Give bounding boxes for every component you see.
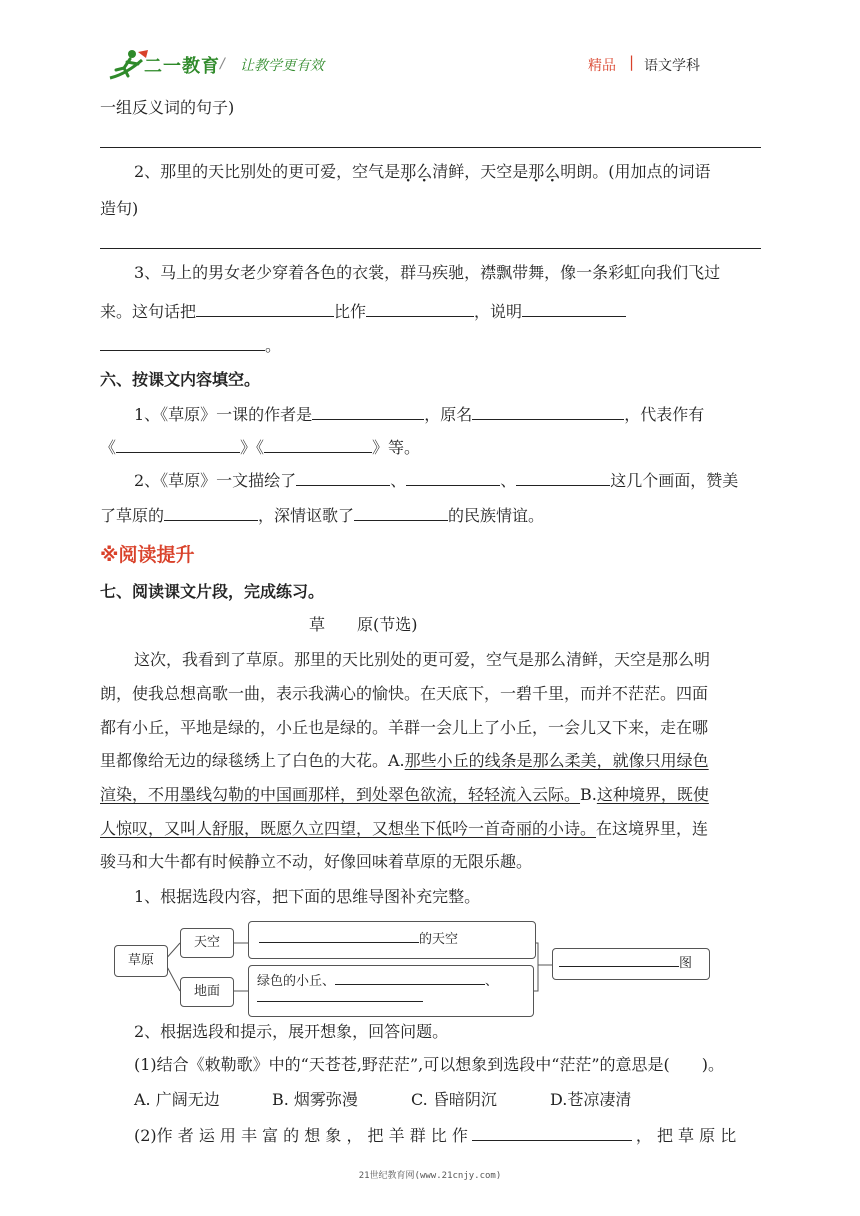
brand-slogan: 让教学更有效: [240, 58, 324, 74]
passage-title: 草 原(节选): [309, 615, 418, 634]
fill-blank[interactable]: [116, 436, 240, 453]
fill-blank[interactable]: [196, 300, 334, 317]
passage-line: 朗，使我总想高歌一曲，表示我满心的愉快。在天底下，一碧千里，而并不茫茫。四面: [100, 684, 709, 703]
passage-line: 渲染，不用墨线勾勒的中国画那样，到处翠色欲流，轻轻流入云际。B.这种境界，既使: [100, 785, 709, 804]
subject-label: 语文学科: [644, 58, 700, 74]
mindmap-node-sky: 天空: [180, 928, 234, 958]
passage-line: 都有小丘，平地是绿的，小丘也是绿的。羊群一会儿上了小丘，一会儿又下来，走在哪: [100, 718, 709, 737]
passage-line: 里都像给无边的绿毯绣上了白色的大花。A.那些小丘的线条是那么柔美，就像只用绿色: [100, 751, 709, 770]
fill-blank[interactable]: [516, 469, 610, 486]
mindmap-result-box: 图: [552, 948, 710, 980]
passage-line: 人惊叹，又叫人舒服，既愿久立四望，又想坐下低吟一首奇丽的小诗。在这境界里，连: [100, 819, 709, 838]
fill-blank[interactable]: [472, 403, 624, 420]
mindmap-ground-box: 绿色的小丘、 、: [248, 965, 534, 1017]
option-b[interactable]: B. 烟雾弥漫: [272, 1090, 358, 1109]
quality-label: 精品: [588, 58, 616, 74]
fill-blank[interactable]: [257, 991, 423, 1002]
fill-blank[interactable]: [264, 436, 372, 453]
mindmap-node-ground: 地面: [180, 977, 234, 1007]
s6-q1-line2: 《 》《 》等。: [100, 438, 421, 457]
fill-blank[interactable]: [296, 469, 390, 486]
option-a[interactable]: A. 广阔无边: [134, 1090, 220, 1109]
s7-q1: 1、根据选段内容，把下面的思维导图补充完整。: [134, 887, 481, 906]
fill-blank[interactable]: [406, 469, 500, 486]
header-divider: |: [629, 53, 635, 71]
mindmap-sky-box: 的天空: [248, 921, 536, 959]
fill-blank[interactable]: [100, 334, 265, 351]
option-d[interactable]: D.苍凉凄清: [550, 1090, 632, 1109]
s6-q2-line2: 了草原的 ，深情讴歌了 的民族情谊。: [100, 506, 545, 525]
s7-title: 七、阅读课文片段，完成练习。: [100, 582, 325, 601]
answer-line: [100, 147, 761, 148]
s7-q2-2: (2)作 者 运 用 丰 富 的 想 象 ， 把 羊 群 比 作 ， 把 草 原 比: [134, 1126, 737, 1145]
s6-q1-line1: 1、《草原》一课的作者是 ，原名 ，代表作有: [134, 405, 705, 424]
s5-q3-line3: 。: [100, 334, 281, 356]
underlined-sentence-b: 这种境界，既使: [596, 785, 709, 804]
answer-line: [100, 248, 761, 249]
header-slash: /: [220, 56, 225, 72]
fill-blank[interactable]: [366, 300, 474, 317]
brand-name: 二一教育: [144, 56, 220, 77]
underlined-sentence-a: 那些小丘的线条是那么柔美，就像只用绿色: [404, 751, 709, 770]
footer-source: 21世纪教育网(www.21cnjy.com): [358, 1171, 502, 1181]
fill-blank[interactable]: [354, 504, 448, 521]
s5-q2-line1: 2、那里的天比别处的更可爱，空气是那么清鲜，天空是那么明朗。(用加点的词语: [134, 162, 711, 181]
fill-blank[interactable]: [259, 928, 419, 943]
fill-blank[interactable]: [312, 403, 424, 420]
s7-q2-1: (1)结合《敕勒歌》中的“天苍苍,野茫茫”,可以想象到选段中“茫茫”的意思是( )。: [134, 1055, 725, 1074]
fill-blank[interactable]: [164, 504, 258, 521]
s6-title: 六、按课文内容填空。: [100, 370, 261, 389]
s6-q2-line1: 2、《草原》一文描绘了 、 、 这几个画面，赞美: [134, 471, 739, 490]
s5-q3-line1: 3、马上的男女老少穿着各色的衣裳，群马疾驰，襟飘带舞，像一条彩虹向我们飞过: [134, 263, 721, 282]
s5-q2-line2: 造句): [100, 199, 139, 218]
mindmap-root: 草原: [114, 945, 168, 977]
option-c[interactable]: C. 昏暗阴沉: [411, 1090, 497, 1109]
fill-blank[interactable]: [472, 1124, 632, 1141]
s5-q3-line2: 来。这句话把 比作 ，说明: [100, 300, 626, 322]
reading-section-title: ※阅读提升: [100, 544, 195, 566]
s7-q2: 2、根据选段和提示，展开想象，回答问题。: [134, 1022, 449, 1041]
s5-q1-continuation: 一组反义词的句子): [100, 98, 235, 117]
fill-blank[interactable]: [335, 970, 485, 985]
passage-line: 这次，我看到了草原。那里的天比别处的更可爱，空气是那么清鲜，天空是那么明: [134, 650, 711, 669]
passage-line: 骏马和大牛都有时候静立不动，好像回味着草原的无限乐趣。: [100, 852, 533, 871]
fill-blank[interactable]: [522, 300, 626, 317]
fill-blank[interactable]: [559, 952, 679, 967]
